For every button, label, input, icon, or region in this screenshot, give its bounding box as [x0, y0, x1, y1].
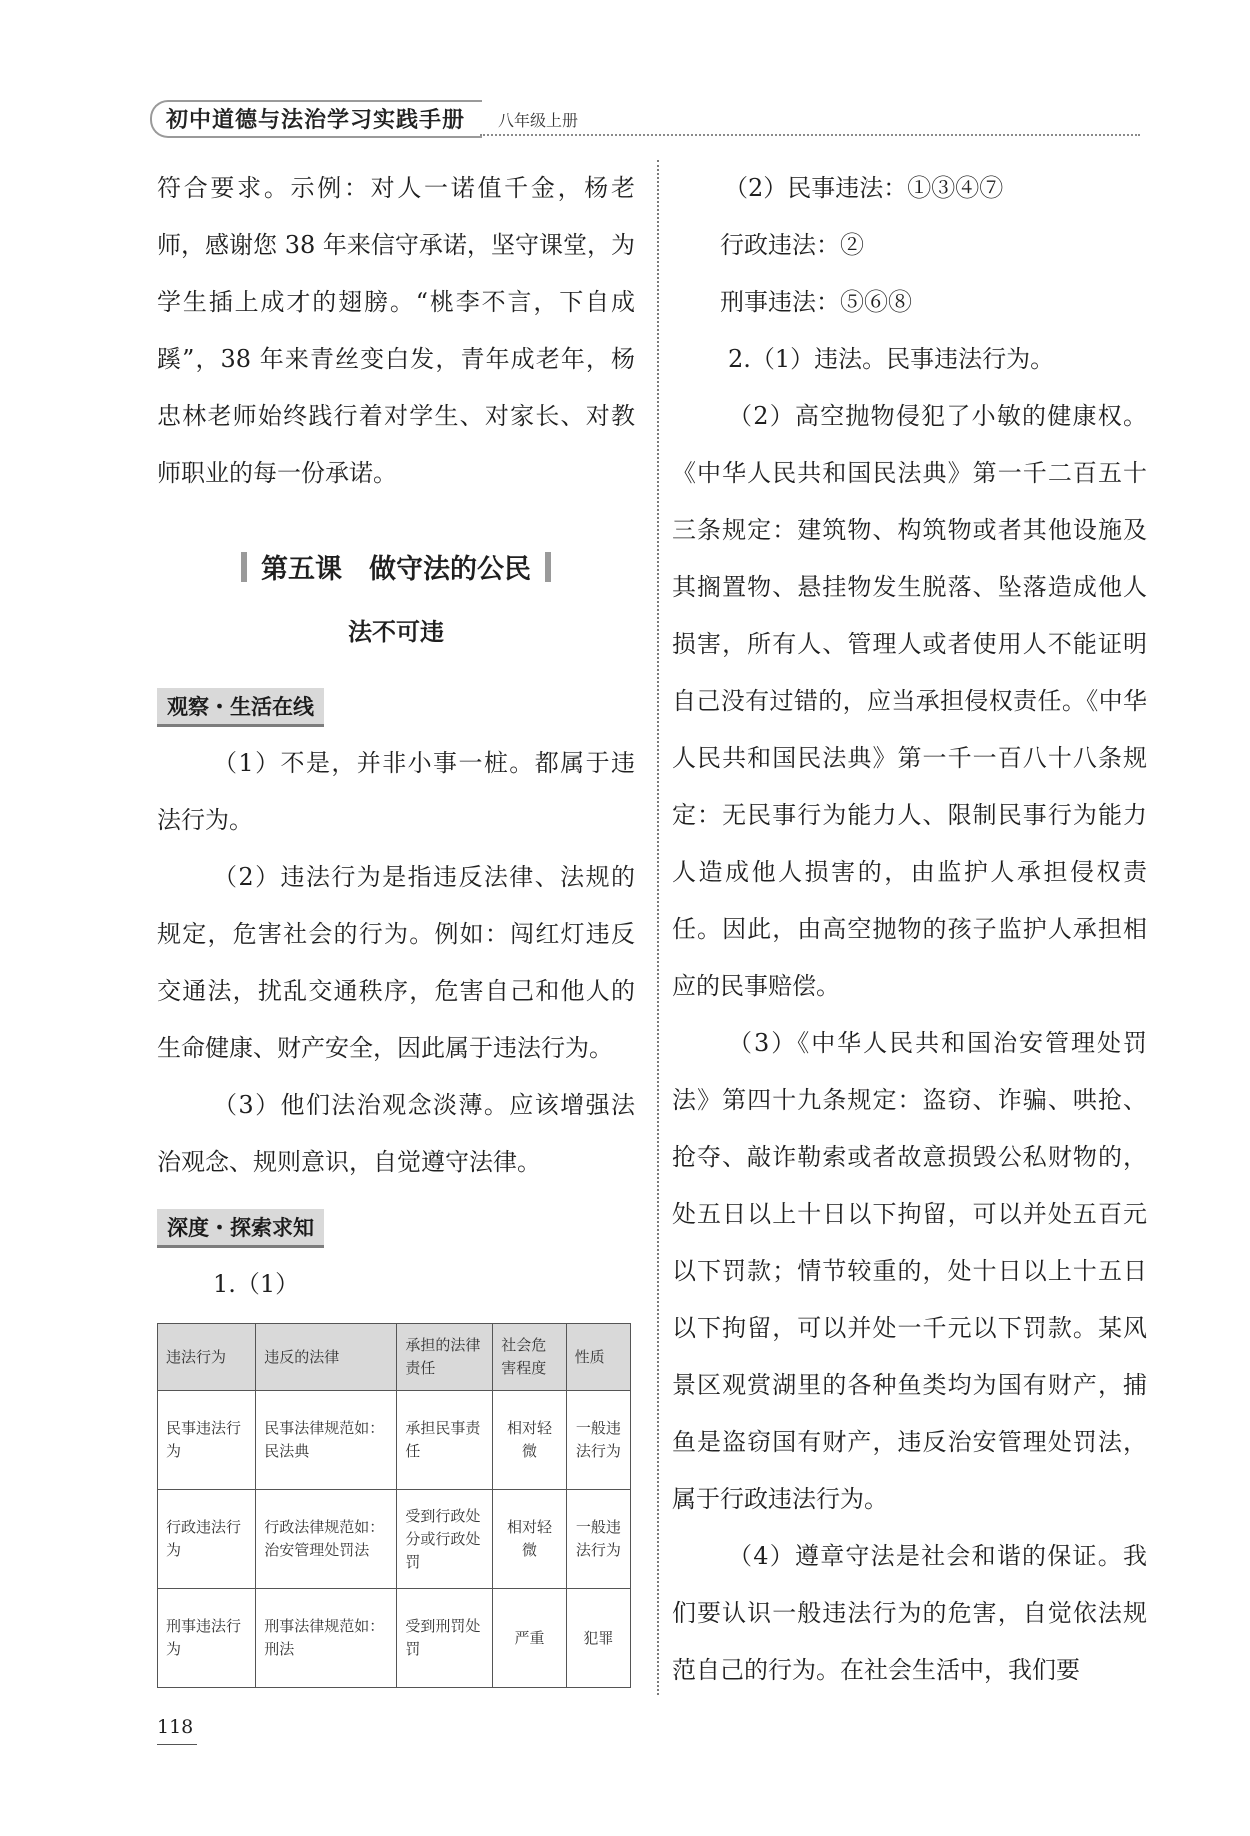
answer-line-admin: 行政违法：②	[720, 231, 864, 259]
obs-answer-1: （1）不是，并非小事一桩。都属于违法行为。	[157, 749, 635, 834]
table-cell: 刑事法律规范如：刑法	[256, 1589, 397, 1688]
answer-2-3: （3）《中华人民共和国治安管理处罚法》第四十九条规定：盗窃、诈骗、哄抢、抢夺、敲诈勒索或者故意损毁公私财物的，处五日以上十日以下拘留，可以并处五百元以下罚款；情节较重的，处十日以上十五日以下拘留，可以并处一千元以下罚款。某风景区观赏湖里的各种鱼类均为国有财产，捕鱼是盗窃国有财产，违反治安管理处罚法，属于行政违法行为。	[672, 1029, 1147, 1513]
table-cell: 刑事违法行为	[158, 1589, 256, 1688]
table-cell: 相对轻微	[493, 1391, 566, 1490]
left-column	[157, 160, 635, 1688]
table-header-cell: 承担的法律责任	[397, 1324, 493, 1391]
table-row	[158, 1490, 631, 1589]
answer-2-4: （4）遵章守法是社会和谐的保证。我们要认识一般违法行为的危害，自觉依法规范自己的行为。在社会生活中，我们要	[672, 1542, 1147, 1684]
table-header-cell: 社会危害程度	[493, 1324, 566, 1391]
table-cell: 相对轻微	[493, 1490, 566, 1589]
table-header-row	[158, 1324, 631, 1391]
violation-table	[157, 1323, 631, 1688]
column-divider	[657, 160, 659, 1695]
section-tag-explore: 深度・探索求知	[157, 1209, 324, 1248]
book-title: 初中道德与法治学习实践手册	[166, 108, 466, 133]
answer-line-civil: （2）民事违法：①③④⑦	[724, 174, 1004, 202]
table-cell: 民事违法行为	[158, 1391, 256, 1490]
grade-label: 八年级上册	[498, 111, 579, 130]
page-number-rule	[157, 1744, 197, 1745]
answer-2-1: 2.（1）违法。民事违法行为。	[728, 345, 1055, 373]
table-cell: 行政违法行为	[158, 1490, 256, 1589]
table-header-cell: 违反的法律	[256, 1324, 397, 1391]
right-column	[672, 160, 1147, 1699]
obs-answer-2: （2）违法行为是指违反法律、法规的规定，危害社会的行为。例如：闯红灯违反交通法，扰乱交通秩序，危害自己和他人的生命健康、财产安全，因此属于违法行为。	[157, 863, 635, 1062]
question-1-label: 1.（1）	[213, 1270, 300, 1298]
lesson-title-text: 第五课 做守法的公民	[261, 554, 531, 585]
header-dotted-rule	[480, 134, 1140, 136]
page-number: 118	[157, 1716, 194, 1738]
table-cell: 行政法律规范如：治安管理处罚法	[256, 1490, 397, 1589]
table-cell: 一般违法行为	[566, 1391, 630, 1490]
table-cell: 受到刑罚处罚	[397, 1589, 493, 1688]
table-header-cell: 性质	[566, 1324, 630, 1391]
table-header-cell: 违法行为	[158, 1324, 256, 1391]
page-header	[150, 100, 1140, 140]
table-row	[158, 1589, 631, 1688]
intro-paragraph: 符合要求。示例：对人一诺值千金，杨老师，感谢您 38 年来信守承诺，坚守课堂，为学生插上成才的翅膀。“桃李不言，下自成蹊”，38 年来青丝变白发，青年成老年，杨忠林老师始终践行着对学生、对家长、对教师职业的每一份承诺。	[157, 174, 635, 487]
table-cell: 民事法律规范如：民法典	[256, 1391, 397, 1490]
answer-line-criminal: 刑事违法：⑤⑥⑧	[720, 288, 912, 316]
table-cell: 一般违法行为	[566, 1490, 630, 1589]
section-tag-observe: 观察・生活在线	[157, 688, 324, 727]
table-cell: 严重	[493, 1589, 566, 1688]
table-cell: 犯罪	[566, 1589, 630, 1688]
table-cell: 承担民事责任	[397, 1391, 493, 1490]
section-title: 法不可违	[348, 618, 444, 646]
lesson-bar-right	[545, 552, 551, 582]
table-cell: 受到行政处分或行政处罚	[397, 1490, 493, 1589]
lesson-bar-left	[241, 552, 247, 582]
lesson-title	[157, 540, 635, 600]
obs-answer-3: （3）他们法治观念淡薄。应该增强法治观念、规则意识，自觉遵守法律。	[157, 1091, 635, 1176]
table-row	[158, 1391, 631, 1490]
answer-2-2: （2）高空抛物侵犯了小敏的健康权。《中华人民共和国民法典》第一千二百五十三条规定：建筑物、构筑物或者其他设施及其搁置物、悬挂物发生脱落、坠落造成他人损害，所有人、管理人或者使用人不能证明自己没有过错的，应当承担侵权责任。《中华人民共和国民法典》第一千一百八十八条规定：无民事行为能力人、限制民事行为能力人造成他人损害的，由监护人承担侵权责任。因此，由高空抛物的孩子监护人承担相应的民事赔偿。	[672, 402, 1147, 1000]
